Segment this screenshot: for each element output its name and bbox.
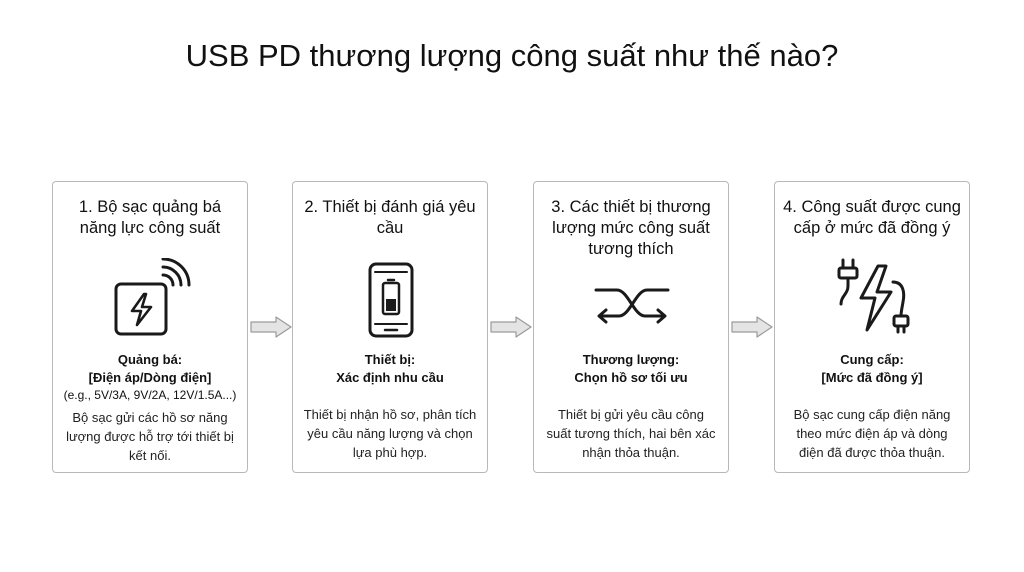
wireless-charger-icon	[101, 258, 201, 348]
step-highlight-label: Cung cấp:	[840, 352, 904, 367]
step-highlight-label: Thương lượng:	[582, 352, 680, 367]
step-highlight	[538, 351, 724, 387]
step-highlight-value: Xác định nhu cầu	[336, 370, 444, 385]
step-examples: (e.g., 5V/3A, 9V/2A, 12V/1.5A...)	[63, 388, 237, 402]
step-highlight-label: Thiết bị:	[364, 352, 416, 367]
step-title: 1. Bộ sạc quảng bá năng lực công suất	[78, 198, 222, 237]
step-description: Bộ sạc cung cấp điện năng theo mức điện áp và dòng điện đã được thỏa thuận.	[793, 407, 951, 460]
step-highlight	[779, 351, 965, 387]
step-highlight-label: Quảng bá:	[117, 352, 183, 367]
step-title: 2. Thiết bị đánh giá yêu cầu	[304, 198, 476, 237]
step-highlight-value: [Điện áp/Dòng điện]	[88, 370, 212, 385]
step-description: Thiết bị nhận hồ sơ, phân tích yêu cầu năng lượng và chọn lựa phù hợp.	[303, 407, 477, 460]
step-highlight-value: [Mức đã đồng ý]	[821, 370, 923, 385]
plug-lightning-icon	[823, 258, 923, 348]
step-title: 4. Công suất được cung cấp ở mức đã đồng ý	[783, 198, 961, 237]
step-description: Thiết bị gửi yêu cầu công suất tương thích, hai bên xác nhận thỏa thuận.	[546, 407, 716, 460]
diagram-title: USB PD thương lượng công suất như thế nào?	[185, 38, 839, 73]
step-highlight-value: Chọn hồ sơ tối ưu	[574, 370, 688, 385]
step-card-3	[533, 181, 729, 473]
flow-arrow-icon	[250, 316, 292, 338]
flow-arrow-icon	[731, 316, 773, 338]
step-title: 3. Các thiết bị thương lượng mức công suất tương thích	[551, 198, 711, 258]
step-card-2	[292, 181, 488, 473]
step-card-4	[774, 181, 970, 473]
flow-arrow-icon	[490, 316, 532, 338]
step-highlight	[297, 351, 483, 387]
phone-battery-icon	[341, 258, 441, 348]
shuffle-arrows-icon	[582, 258, 682, 348]
step-card-1	[52, 181, 248, 473]
step-description: Bộ sạc gửi các hồ sơ năng lượng được hỗ trợ tới thiết bị kết nối.	[66, 410, 234, 463]
step-highlight	[57, 351, 243, 404]
